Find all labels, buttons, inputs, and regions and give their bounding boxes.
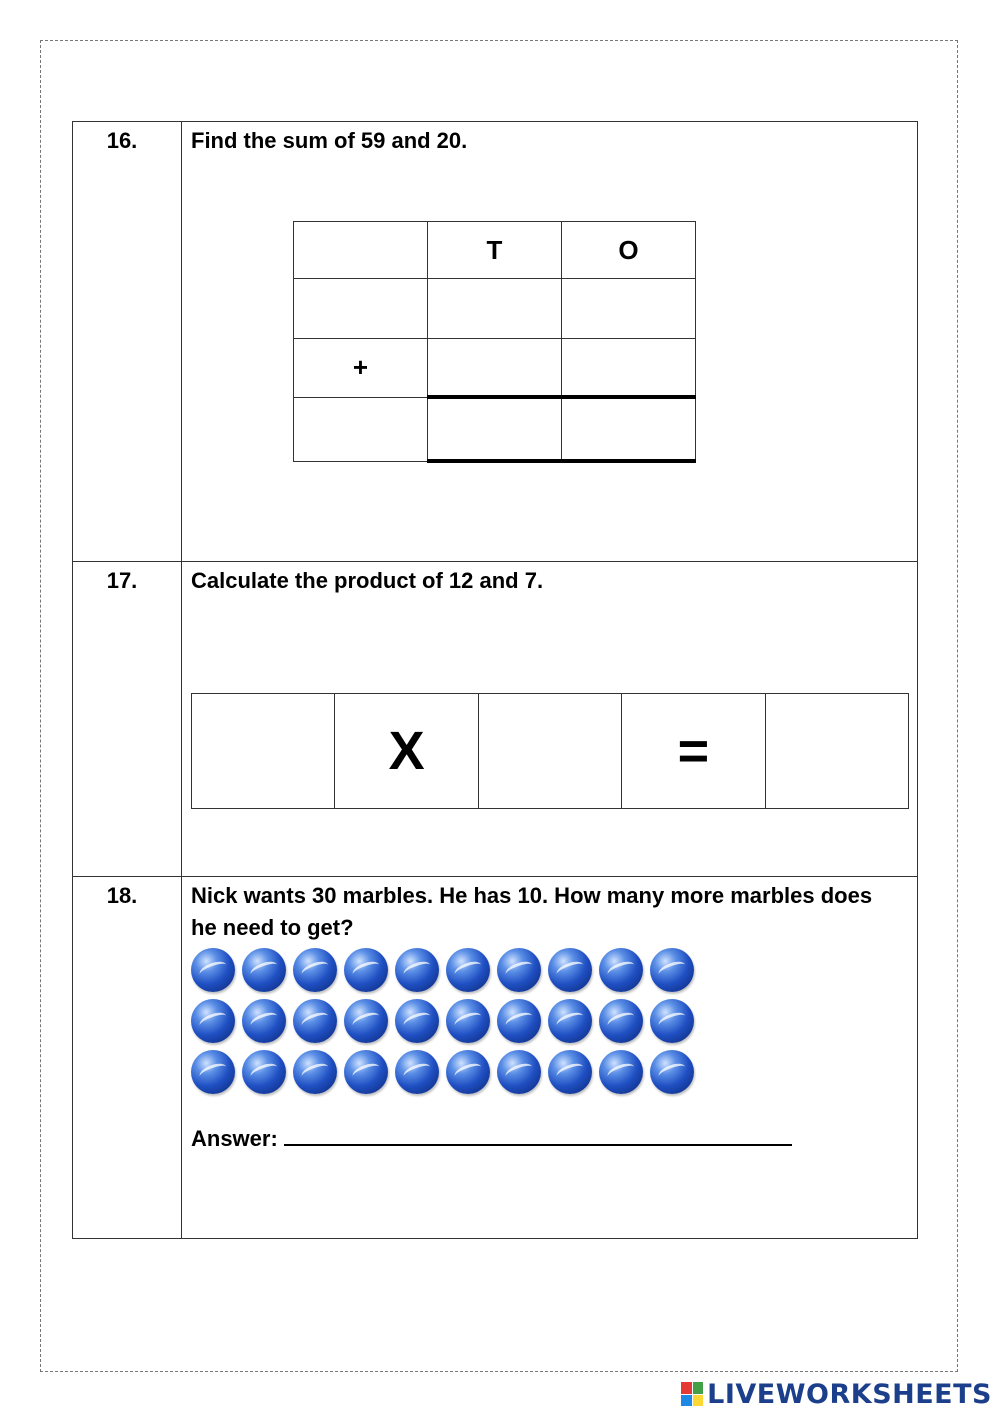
marble-icon bbox=[497, 999, 541, 1043]
grid-operator: + bbox=[294, 339, 428, 398]
grid-answer-cell[interactable] bbox=[562, 397, 696, 461]
marble-icon bbox=[242, 999, 286, 1043]
answer-area bbox=[191, 1126, 792, 1152]
question-text: Calculate the product of 12 and 7. bbox=[191, 568, 544, 593]
equals-symbol: = bbox=[622, 694, 765, 809]
marble-icon bbox=[599, 948, 643, 992]
question-number-cell bbox=[73, 877, 182, 1239]
grid-header-ones: O bbox=[562, 222, 696, 279]
brand-name: LIVEWORKSHEETS bbox=[707, 1378, 992, 1410]
marble-icon bbox=[548, 1050, 592, 1094]
marble-icon bbox=[344, 1050, 388, 1094]
logo-square bbox=[681, 1395, 692, 1407]
grid-input-cell[interactable] bbox=[562, 339, 696, 398]
marble-icon bbox=[446, 948, 490, 992]
product-input-box[interactable] bbox=[765, 694, 908, 809]
question-number-cell bbox=[73, 562, 182, 877]
marble-row bbox=[191, 1050, 711, 1101]
marble-icon bbox=[344, 948, 388, 992]
marble-icon bbox=[497, 1050, 541, 1094]
answer-label: Answer: bbox=[191, 1126, 278, 1151]
answer-input-line[interactable] bbox=[284, 1126, 792, 1146]
grid-cell bbox=[294, 397, 428, 461]
factor-input-box[interactable] bbox=[192, 694, 335, 809]
marble-icon bbox=[293, 1050, 337, 1094]
worksheet-table bbox=[72, 121, 918, 1239]
marble-icon bbox=[395, 948, 439, 992]
multiplication-row bbox=[191, 693, 909, 809]
marble-icon bbox=[242, 948, 286, 992]
marble-icon bbox=[548, 948, 592, 992]
question-number: 18. bbox=[106, 883, 138, 908]
grid-cell bbox=[294, 279, 428, 339]
question-number-cell bbox=[73, 122, 182, 562]
marble-icon bbox=[395, 999, 439, 1043]
marble-row bbox=[191, 999, 711, 1050]
place-value-grid bbox=[293, 221, 696, 463]
liveworksheets-brand bbox=[681, 1378, 992, 1410]
marble-icon bbox=[191, 1050, 235, 1094]
factor-input-box[interactable] bbox=[478, 694, 621, 809]
grid-input-cell[interactable] bbox=[562, 279, 696, 339]
grid-answer-cell[interactable] bbox=[428, 397, 562, 461]
question-row-16 bbox=[73, 122, 918, 562]
logo-square bbox=[693, 1395, 704, 1407]
marble-icon bbox=[344, 999, 388, 1043]
marble-row bbox=[191, 948, 711, 999]
question-text: Nick wants 30 marbles. He has 10. How many more marbles does he need to get? bbox=[191, 883, 873, 940]
grid-header-tens: T bbox=[428, 222, 562, 279]
question-row-18 bbox=[73, 877, 918, 1239]
logo-square bbox=[693, 1382, 704, 1394]
question-row-17 bbox=[73, 562, 918, 877]
marble-icon bbox=[650, 1050, 694, 1094]
marble-icon bbox=[497, 948, 541, 992]
grid-input-cell[interactable] bbox=[428, 279, 562, 339]
question-content-cell bbox=[182, 562, 918, 877]
question-content-cell bbox=[182, 877, 918, 1239]
marble-icon bbox=[650, 999, 694, 1043]
marble-icon bbox=[293, 999, 337, 1043]
marble-icon bbox=[293, 948, 337, 992]
times-symbol: X bbox=[335, 694, 478, 809]
marble-illustration bbox=[191, 948, 711, 1101]
marble-icon bbox=[650, 948, 694, 992]
grid-header-blank bbox=[294, 222, 428, 279]
marble-icon bbox=[446, 1050, 490, 1094]
logo-square bbox=[681, 1382, 692, 1394]
question-content-cell bbox=[182, 122, 918, 562]
question-number: 17. bbox=[106, 568, 138, 593]
question-text: Find the sum of 59 and 20. bbox=[191, 128, 468, 153]
marble-icon bbox=[191, 948, 235, 992]
marble-icon bbox=[599, 1050, 643, 1094]
marble-icon bbox=[446, 999, 490, 1043]
marble-icon bbox=[548, 999, 592, 1043]
grid-input-cell[interactable] bbox=[428, 339, 562, 398]
question-number: 16. bbox=[106, 128, 138, 153]
marble-icon bbox=[242, 1050, 286, 1094]
marble-icon bbox=[599, 999, 643, 1043]
liveworksheets-logo-icon bbox=[681, 1382, 703, 1406]
marble-icon bbox=[191, 999, 235, 1043]
marble-icon bbox=[395, 1050, 439, 1094]
